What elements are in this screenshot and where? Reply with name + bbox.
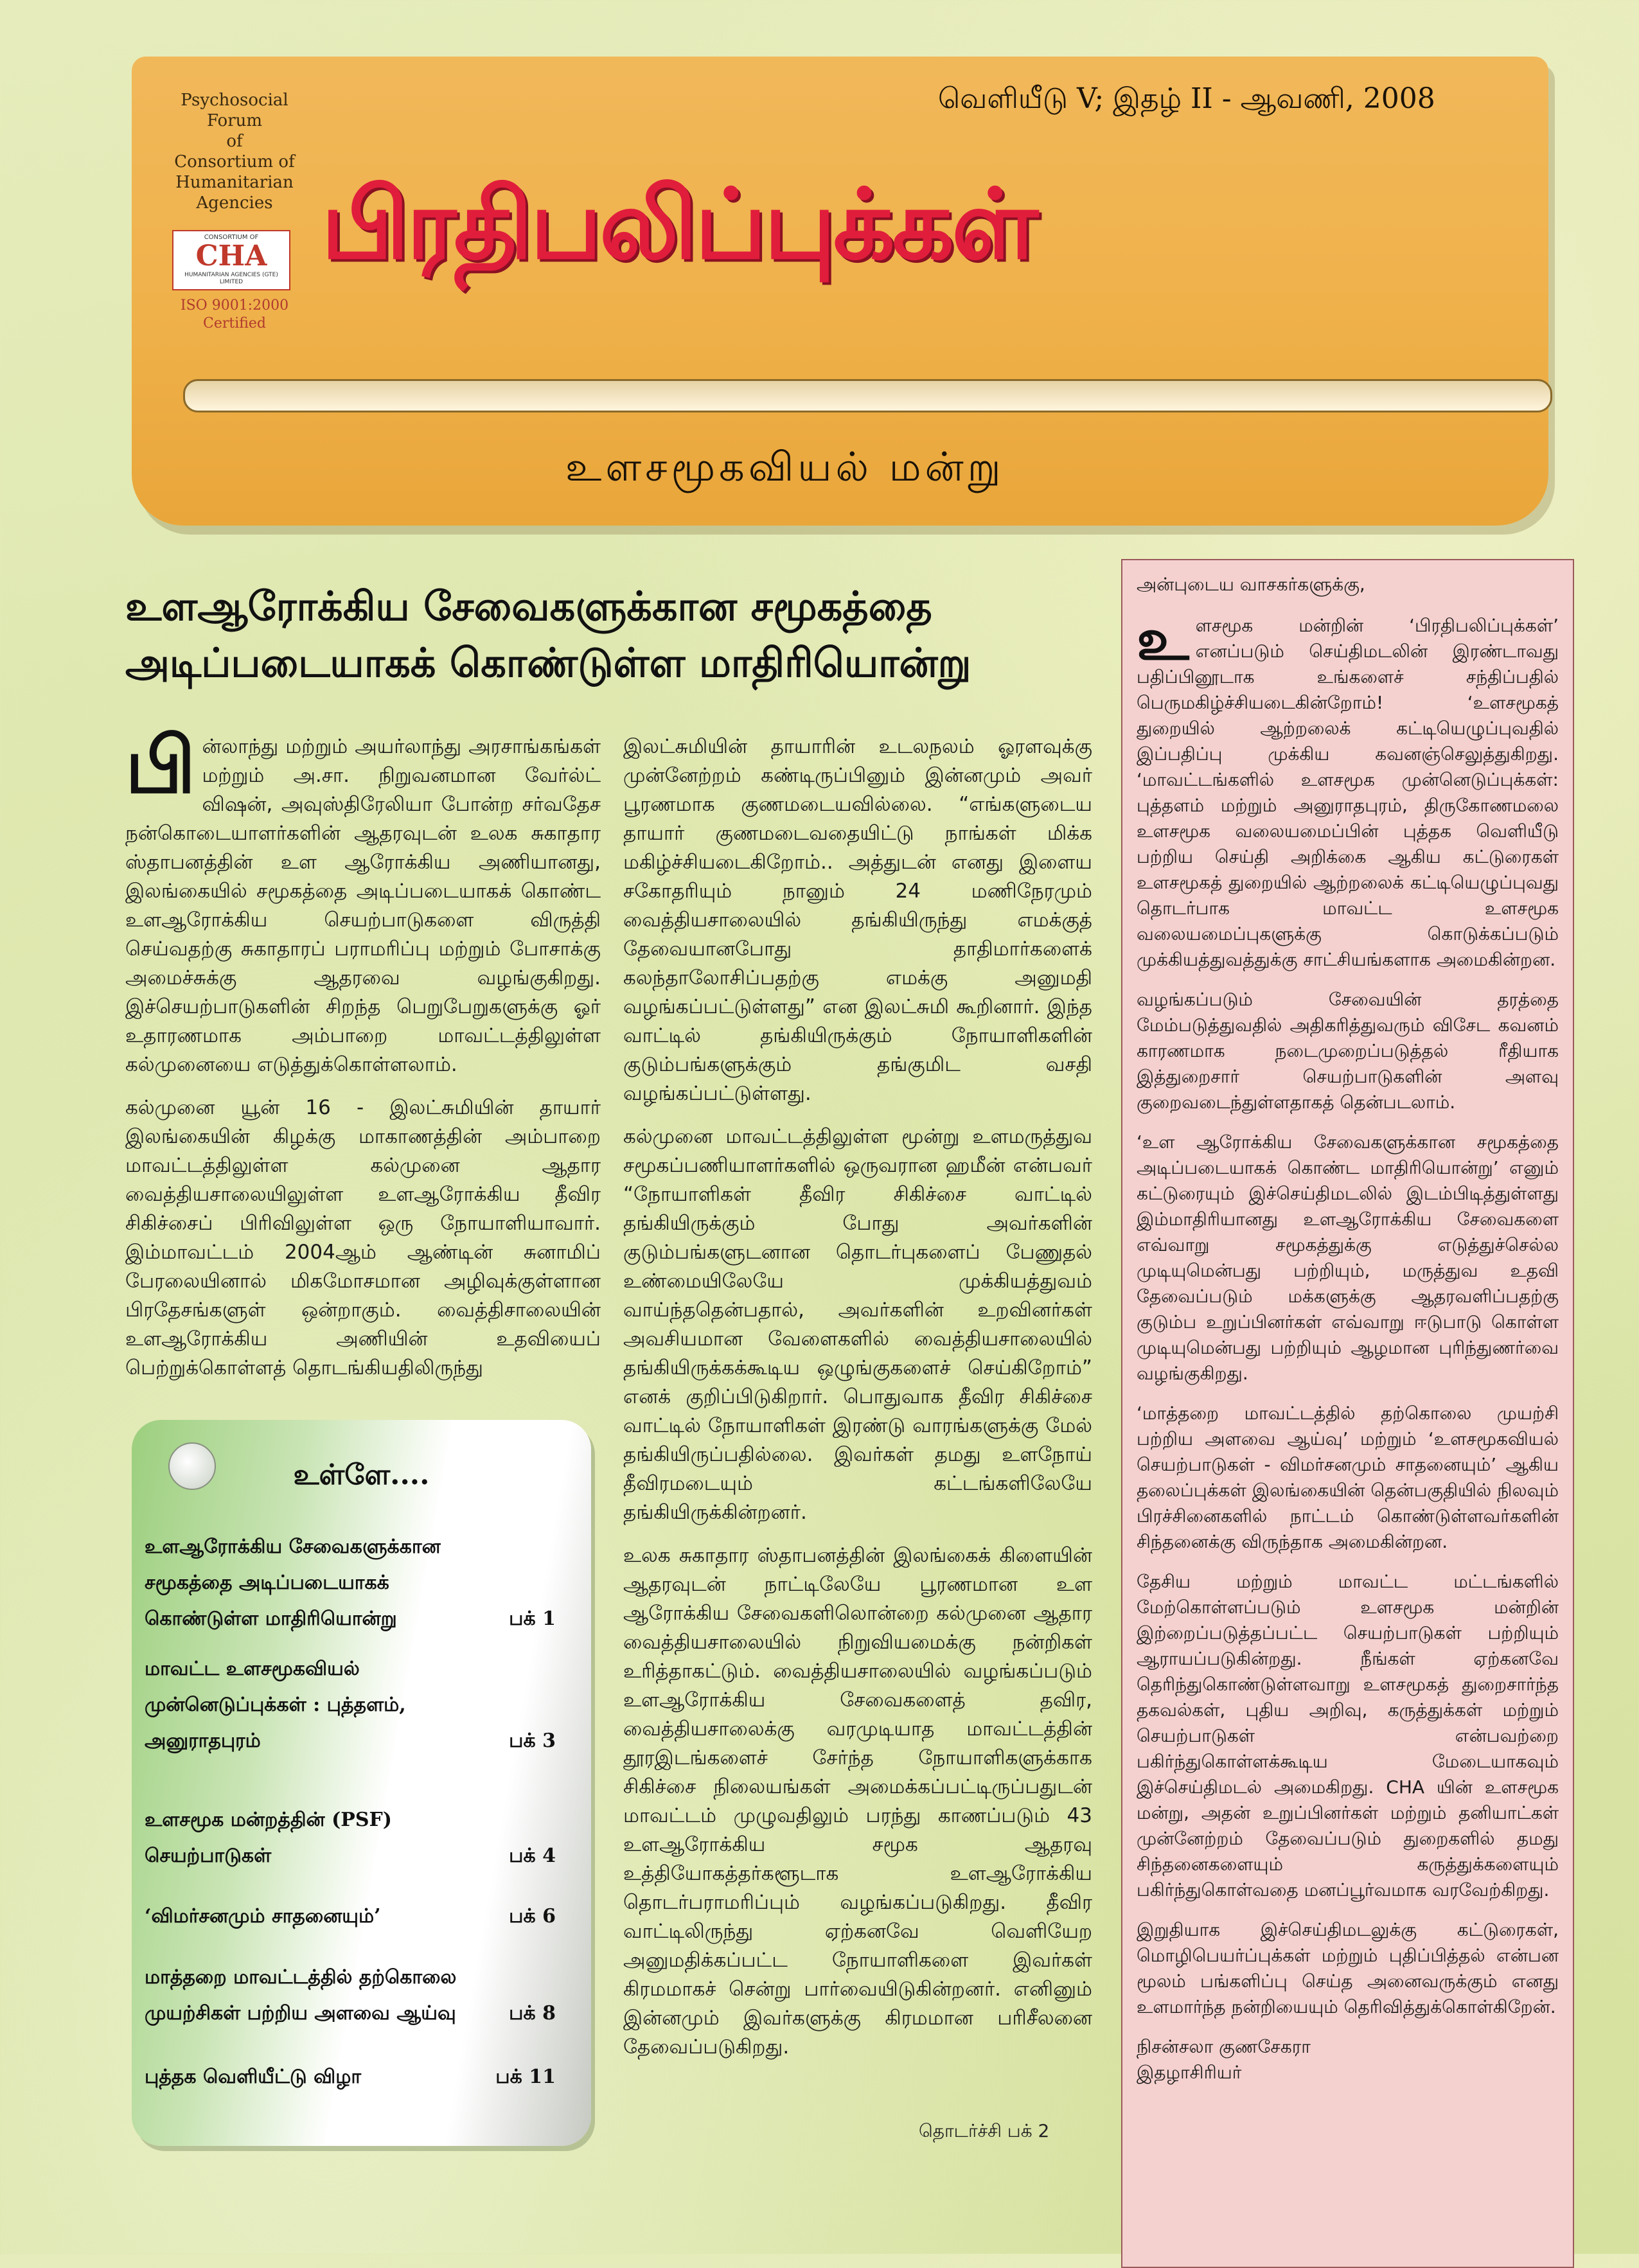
iso-certification: ISO 9001:2000 Certified	[180, 297, 289, 332]
drop-cap: பி	[125, 720, 196, 811]
org-name: Psychosocial Forum of Consortium of Humanitarian Agencies	[174, 91, 295, 213]
editorial-paragraph: தேசிய மற்றும் மாவட்ட மட்டங்களில் மேற்கொள்ளப்படும் உளசமூக மன்றின் இற்றைப்படுத்தப்பட்ட செயற்பாடுகள் பற்றியும் ஆராயப்படுகின்றது. நீங்கள் ஏற்கனவே தெரிந்துகொண்டுள்ளவாறு உளசமூகத் துறைசார்ந்த தகவல்கள், புதிய அறிவு, கருத்துக்கள் மற்றும் செயற்பாடுகள் என்பவற்றை பகிர்ந்துகொள்ளக்கூடிய மேடையாகவும் இச்செய்திமடல் அமைகிறது. CHA யின் உளசமூக மன்று, அதன் உறுப்பினர்கள் மற்றும் தனியாட்கள் முன்னேற்றம் தேவைப்படும் துறைகளில் தமது சிந்தனைகளையும் கருத்துக்களையும் பகிர்ந்துகொள்வதை மனப்பூர்வமாக வரவேற்கிறது.	[1137, 1571, 1559, 1900]
editorial-paragraph: வழங்கப்படும் சேவையின் தரத்தை மேம்படுத்துவதில் அதிகரித்துவரும் விசேட கவனம் காரணமாக நடைமுறைப்படுத்தல் ரீதியாக இத்துறைசார் செயற்பாடுகளின் அளவு குறைவடைந்துள்ளதாகத் தென்படலாம்.	[1137, 989, 1559, 1113]
editorial-paragraph: உளசமூக மன்றின் ‘பிரதிபலிப்புக்கள்’ எனப்படும் செய்திமடலின் இரண்டாவது பதிப்பினூடாக உங்களைச் சந்திப்பதில் பெருமகிழ்ச்சியடைகின்றோம்! ‘உளசமூகத் துறையில் ஆற்றலைக் கட்டியெழுப்புவதில் இப்பதிப்பு முக்கிய கவனஞ்செலுத்துகிறது. ‘மாவட்டங்களில் உளசமூக முன்னெடுப்புக்கள்: புத்தளம் மற்றும் அனுராதபுரம், திருகோணமலை உளசமூக வலையமைப்பின் புத்தக வெளியீடு பற்றிய செய்தி அறிக்கை ஆகிய கட்டுரைகள் உளசமூகத் துறையில் ஆற்றலைக் கட்டியெழுப்புவது தொடர்பாக மாவட்ட உளசமூக வலையமைப்புகளுக்கு கொடுக்கப்படும் முக்கியத்துவத்துக்கு சாட்சியங்களாக அமைகின்றன.	[1137, 605, 1559, 970]
editorial-box	[1121, 559, 1574, 2268]
article-paragraph: பின்லாந்து மற்றும் அயர்லாந்து அரசாங்கங்கள் மற்றும் அ.சா. நிறுவனமான வேர்ல்ட் விஷன், அவுஸ்திரேலியா போன்ற சர்வதேச நன்கொடையாளர்களின் ஆதரவுடன் உலக சுகாதார ஸ்தாபனத்தின் உள ஆரோக்கிய அணியானது, இலங்கையில் சமூகத்தை அடிப்படையாகக் கொண்ட உளஆரோக்கிய செயற்பாடுகளை விருத்தி செய்வதற்கு சுகாதாரப் பராமரிப்பு மற்றும் போசாக்கு அமைச்சுக்கு ஆதரவை வழங்குகிறது. இச்செயற்பாடுகளின் சிறந்த பெறுபேறுகளுக்கு ஓர் உதாரணமாக அம்பாறை மாவட்டத்திலுள்ள கல்முனையை எடுத்துக்கொள்ளலாம்.	[125, 720, 601, 1076]
inside-title: உள்ளே....	[293, 1458, 430, 1491]
cha-logo: CONSORTIUM OF CHA HUMANITARIAN AGENCIES (GTE) LIMITED	[172, 230, 290, 290]
toc-item[interactable]: மாவட்ட உளசமூகவியல் முன்னெடுப்புக்கள் : புத்தளம், அனுராதபுரம் பக் 3	[145, 1651, 556, 1759]
toc-page-number: பக் 6	[509, 1905, 556, 1927]
article-paragraph: உலக சுகாதார ஸ்தாபனத்தின் இலங்கைக் கிளையின் ஆதரவுடன் நாட்டிலேயே பூரணமான உள ஆரோக்கிய சேவைகளிலொன்றை கல்முனை ஆதார வைத்தியசாலையில் நிறுவியமைக்கு நன்றிகள் உரித்தாகட்டும். வைத்தியசாலையில் வழங்கப்படும் உளஆரோக்கிய சேவைகளைத் தவிர, வைத்தியசாலைக்கு வரமுடியாத மாவட்டத்தின் தூரஇடங்களைச் சேர்ந்த நோயாளிகளுக்காக சிகிச்சை நிலையங்கள் அமைக்கப்பட்டிருப்பதுடன் மாவட்டம் முழுவதிலும் பரந்து காணப்படும் 43 உளஆரோக்கிய சமூக ஆதரவு உத்தியோகத்தர்களூடாக உளஆரோக்கிய தொடர்பராமரிப்பும் வழங்கப்படுகிறது. தீவிர வாட்டிலிருந்து ஏற்கனவே வெளியேற அனுமதிக்கப்பட்ட நோயாளிகளை இவர்கள் கிரமமாகச் சென்று பார்வையிடுகின்றனர். எனினும் இன்னமும் இவர்களுக்கு கிரமமான பரிசீலனை தேவைப்படுகிறது.	[623, 1544, 1092, 2059]
continued-note: தொடர்ச்சி பக் 2	[919, 2120, 1050, 2141]
toc-page-number: பக் 11	[495, 2066, 556, 2088]
toc-page-number: பக் 1	[509, 1608, 556, 1630]
masthead-slot	[183, 379, 1552, 412]
toc-page-number: பக் 8	[509, 2002, 556, 2024]
editorial-paragraph: ‘மாத்தறை மாவட்டத்தில் தற்கொலை முயற்சி பற்றிய அளவை ஆய்வு’ மற்றும் ‘உளசமூகவியல் செயற்பாடுகள் - விமர்சனமும் சாதனையும்’ ஆகிய தலைப்புக்கள் இலங்கையின் தென்பகுதியில் நிலவும் பிரச்சினைகளில் நாட்டம் கொண்டுள்ளவர்களின் சிந்தனைக்கு விருந்தாக அமைகின்றன.	[1137, 1403, 1559, 1552]
toc-page-number: பக் 4	[509, 1845, 556, 1867]
article-headline: உளஆரோக்கிய சேவைகளுக்கான சமூகத்தை அடிப்படையாகக் கொண்டுள்ள மாதிரியொன்று	[125, 583, 971, 686]
toc-page-number: பக் 3	[509, 1730, 556, 1752]
editorial-paragraph: ‘உள ஆரோக்கிய சேவைகளுக்கான சமூகத்தை அடிப்படையாகக் கொண்ட மாதிரியொன்று’ எனும் கட்டுரையும் இச்செய்திமடலில் இடம்பிடித்துள்ளது இம்மாதிரியானது உளஆரோக்கிய சேவைகளை எவ்வாறு சமூகத்துக்கு எடுத்துச்செல்ல முடியுமென்பது பற்றியும், மருத்துவ உதவி தேவைப்படும் மக்களுக்கு ஆதரவளிப்பதற்கு குடும்ப உறுப்பினர்கள் எவ்வாறு ஈடுபாடு கொள்ள முடியுமென்பது பற்றியும் ஆழமான புரிந்துணர்வை வழங்குகிறது.	[1137, 1131, 1559, 1384]
newsletter-subtitle: உளசமூகவியல் மன்று	[565, 443, 1005, 490]
editorial-salutation: அன்புடைய வாசகர்களுக்கு,	[1137, 574, 1365, 595]
toc-item[interactable]: உளஆரோக்கிய சேவைகளுக்கான சமூகத்தை அடிப்படையாகக் கொண்டுள்ள மாதிரியொன்று பக் 1	[145, 1529, 556, 1637]
drop-cap: உ	[1137, 605, 1189, 673]
toc-item[interactable]: புத்தக வெளியீட்டு விழா பக் 11	[145, 2059, 556, 2095]
article-paragraph: கல்முனை யூன் 16 - இலட்சுமியின் தாயார் இலங்கையின் கிழக்கு மாகாணத்தின் அம்பாறை மாவட்டத்திலுள்ள கல்முனை ஆதார வைத்தியசாலையிலுள்ள உளஆரோக்கிய தீவிர சிகிச்சைப் பிரிவிலுள்ள ஒரு நோயாளியாவார். இம்மாவட்டம் 2004ஆம் ஆண்டின் சுனாமிப் பேரலையினால் மிகமோசமான அழிவுக்குள்ளான பிரதேசங்களுள் ஒன்றாகும். வைத்திசாலையின் உளஆரோக்கிய அணியின் உதவியைப் பெற்றுக்கொள்ளத் தொடங்கியதிலிருந்து	[125, 1096, 601, 1379]
issue-info: வெளியீடு V; இதழ் II - ஆவணி, 2008	[938, 82, 1435, 115]
article-column-1	[125, 720, 601, 1397]
article-paragraph: இலட்சுமியின் தாயாரின் உடலநலம் ஓரளவுக்கு முன்னேற்றம் கண்டிருப்பினும் இன்னமும் அவர் பூரணமாக குணமடையவில்லை. “எங்களுடைய தாயார் குணமடைவதையிட்டு நாங்கள் மிக்க மகிழ்ச்சியடைகிறோம்.. அத்துடன் எனது இளைய சகோதரியும் நானும் 24 மணிநேரமும் வைத்தியசாலையில் தங்கியிருந்து எமக்குத் தேவையானபோது தாதிமார்களைக் கலந்தாலோசிப்பதற்கு எமக்கு அனுமதி வழங்கப்பட்டுள்ளது” என இலட்சுமி கூறினார். இந்த வாட்டில் தங்கியிருக்கும் நோயாளிகளின் குடும்பங்களுக்கும் தங்குமிட வசதி வழங்கப்பட்டுள்ளது.	[623, 735, 1092, 1105]
toc-item[interactable]: ‘விமர்சனமும் சாதனையும்’ பக் 6	[145, 1899, 556, 1935]
article-paragraph: கல்முனை மாவட்டத்திலுள்ள மூன்று உளமருத்துவ சமூகப்பணியாளர்களில் ஒருவரான ஹமீன் என்பவர் “நோயாளிகள் தீவிர சிகிச்சை வாட்டில் தங்கியிருக்கும் போது அவர்களின் குடும்பங்களுடனான தொடர்புகளைப் பேணுதல் உண்மையிலேயே முக்கியத்துவம் வாய்ந்ததென்பதால், அவர்களின் உறவினர்கள் அவசியமான வேளைகளில் வைத்தியசாலையில் தங்கியிருக்கக்கூடிய ஒழுங்குகளைச் செய்கிறோம்” எனக் குறிப்பிடுகிறார். பொதுவாக தீவிர சிகிச்சை வாட்டில் நோயாளிகள் இரண்டு வாரங்களுக்கு மேல் தங்கியிருப்பதில்லை. இவர்கள் தமது உளநோய் தீவிரமடையும் கட்டங்களிலேயே தங்கியிருக்கின்றனர்.	[623, 1125, 1092, 1524]
editorial-paragraph: இறுதியாக இச்செய்திமடலுக்கு கட்டுரைகள், மொழிபெயர்ப்புக்கள் மற்றும் புதிப்பித்தல் என்பன மூலம் பங்களிப்பு செய்த அனைவருக்கும் எனது உளமார்ந்த நன்றியையும் தெரிவித்துக்கொள்கிறேன்.	[1137, 1919, 1559, 2017]
newsletter-title: பிரதிபலிப்புக்கள்	[321, 169, 1036, 281]
toc-item[interactable]: உளசமூக மன்றத்தின் (PSF) செயற்பாடுகள் பக் 4	[145, 1802, 556, 1874]
editor-signature: நிசன்சலா குணசேகரா இதழாசிரியர்	[1137, 2036, 1311, 2083]
toc-item[interactable]: மாத்தறை மாவட்டத்தில் தற்கொலை முயற்சிகள் பற்றிய அளவை ஆய்வு பக் 8	[145, 1960, 556, 2032]
article-column-2	[623, 732, 1092, 2076]
